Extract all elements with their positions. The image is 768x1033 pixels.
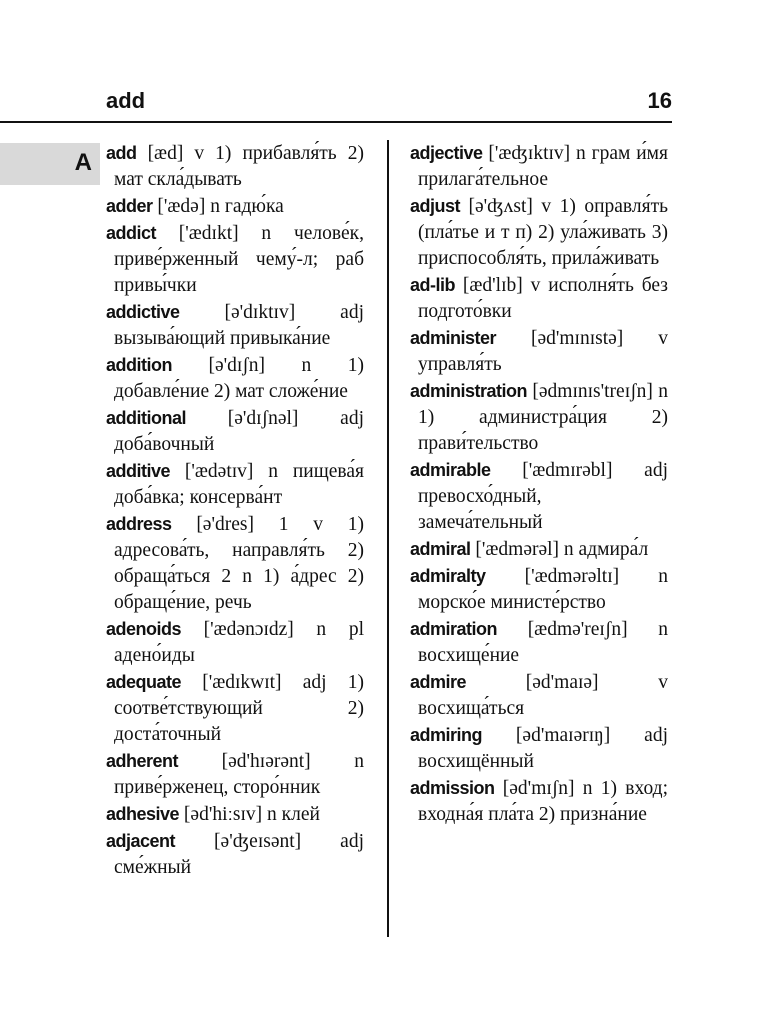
dictionary-entry (106, 669, 364, 748)
headword: adherent (106, 751, 179, 771)
entry-body: [əd'hɪərənt] n приве́рженец, сторо́нник (114, 751, 364, 798)
entry-body: ['ædmɪrəbl] adj превосхо́дный, замеча́тельный (418, 460, 668, 533)
entry-body: [ə'dres] 1 v 1) адресова́ть, направля́ть 2) обраща́ться 2 n 1) а́дрес 2) обраще́ние, речь (114, 514, 364, 613)
header-rule (0, 121, 672, 123)
entry-body: ['ædɪkt] n челове́к, приве́рженный чему́-л; раб привы́чки (114, 223, 364, 296)
dictionary-entry (106, 748, 364, 801)
dictionary-entry (410, 563, 668, 616)
entry-body: ['ædmərəltɪ] n морско́е министе́рство (418, 566, 668, 613)
entry-body: [əd'mɪʃn] n 1) вход; входна́я пла́та 2) призна́ние (418, 778, 668, 825)
dictionary-entry (410, 193, 668, 272)
dictionary-entry (410, 775, 668, 828)
entry-body: [æd'lɪb] v исполня́ть без подгото́вки (418, 275, 668, 322)
right-column (410, 140, 668, 828)
headword: adder (106, 196, 153, 216)
dictionary-entry (106, 193, 364, 220)
headword: adenoids (106, 619, 182, 639)
entry-body: [ə'ʤeɪsənt] adj сме́жный (114, 831, 364, 878)
dictionary-entry (410, 140, 668, 193)
entry-body: ['ædətɪv] n пищева́я доба́вка; консерва́нт (114, 461, 364, 508)
headword: address (106, 514, 172, 534)
dictionary-entry (106, 220, 364, 299)
dictionary-entry (106, 511, 364, 616)
headword: admiration (410, 619, 498, 639)
headword: addition (106, 355, 172, 375)
headword: admirable (410, 460, 491, 480)
headword: admiral (410, 539, 471, 559)
headword: administration (410, 381, 528, 401)
dictionary-entry (106, 140, 364, 193)
dictionary-entry (106, 801, 364, 828)
dictionary-entry (410, 722, 668, 775)
dictionary-entry (410, 272, 668, 325)
dictionary-entry (410, 536, 668, 563)
entry-body: [əd'mɪnɪstə] v управля́ть (418, 328, 668, 375)
entry-body: [ə'dɪʃnəl] adj доба́вочный (114, 408, 364, 455)
dictionary-entry (106, 616, 364, 669)
entry-body: [ə'dɪʃn] n 1) добавле́ние 2) мат сложе́ние (114, 355, 364, 402)
headword: ad-lib (410, 275, 455, 295)
entry-body: [ædmə'reɪʃn] n восхище́ние (418, 619, 668, 666)
left-column (106, 140, 364, 881)
headword: adequate (106, 672, 182, 692)
dictionary-entry (410, 616, 668, 669)
column-divider (387, 140, 389, 937)
entry-body: [ədmɪnɪs'treɪʃn] n 1) администра́ция 2) прави́тельство (418, 381, 668, 454)
dictionary-entry (106, 828, 364, 881)
entry-body: ['ædmərəl] n адмира́л (470, 539, 649, 560)
entry-body: ['ædənɔɪdz] n pl адено́иды (114, 619, 364, 666)
entry-body: [ə'dɪktɪv] adj вызыва́ющий привыка́ние (114, 302, 364, 349)
headword: addict (106, 223, 157, 243)
dictionary-entry (410, 457, 668, 536)
headword: adhesive (106, 804, 180, 824)
entry-body: [əd'hiːsɪv] n клей (179, 804, 320, 825)
headword: adjective (410, 143, 483, 163)
running-head: add (106, 88, 146, 113)
headword: admission (410, 778, 495, 798)
headword: additional (106, 408, 186, 428)
headword: add (106, 143, 137, 163)
dictionary-entry (410, 669, 668, 722)
entry-body: ['æʤɪktɪv] n грам и́мя прилага́тельное (418, 143, 668, 190)
entry-body: [ə'ʤʌst] v 1) оправля́ть (пла́тье и т п) 2) ула́живать 3) приспособля́ть, прила́живать (418, 196, 668, 269)
entry-body: [æd] v 1) прибавля́ть 2) мат скла́дывать (114, 143, 364, 190)
letter-tab-label: A (74, 149, 92, 176)
dictionary-entry (106, 458, 364, 511)
entry-body: [əd'maɪərɪŋ] adj восхищённый (418, 725, 668, 772)
entry-body: ['ædɪkwɪt] adj 1) соотве́тствующий 2) доста́точный (114, 672, 364, 745)
dictionary-entry (106, 405, 364, 458)
headword: admire (410, 672, 467, 692)
headword: admiralty (410, 566, 486, 586)
letter-tab (0, 143, 100, 185)
dictionary-entry (106, 299, 364, 352)
dictionary-entry (106, 352, 364, 405)
headword: adjacent (106, 831, 176, 851)
headword: adjust (410, 196, 461, 216)
page-header (106, 88, 672, 118)
headword: addictive (106, 302, 180, 322)
page-number: 16 (647, 88, 672, 113)
headword: administer (410, 328, 497, 348)
entry-body: ['ædə] n гадю́ка (152, 196, 284, 217)
dictionary-entry (410, 325, 668, 378)
headword: admiring (410, 725, 483, 745)
headword: additive (106, 461, 171, 481)
entry-body: [əd'maɪə] v восхища́ться (418, 672, 668, 719)
dictionary-entry (410, 378, 668, 457)
